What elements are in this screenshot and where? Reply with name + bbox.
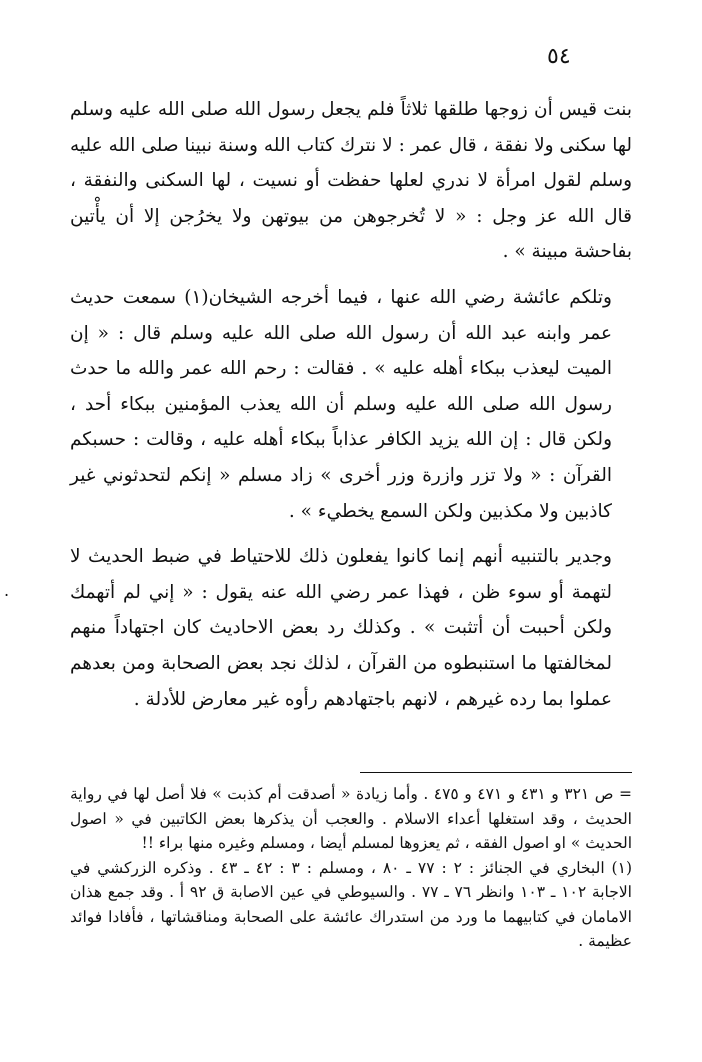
footnote: = ص ٣٢١ و ٤٣١ و ٤٧١ و ٤٧٥ . وأما زيادة « أصدقت أم كذبت » فلا أصل لها في رواية الحديث ، وقد استغلها أعداء الاسلام . والعجب أن يذكرها بعض الكاتبين في « اصول الحديث » او اصول الفقه ، ثم يعزوها لمسلم أيضا ، ومسلم وغيره منها براء !! xyxy=(70,785,632,852)
paragraph: وتلكم عائشة رضي الله عنها ، فيما أخرجه الشيخان(١) سمعت حديث عمر وابنه عبد الله أن رسول الله صلى الله عليه وسلم قال : « إن الميت ليعذب ببكاء أهله عليه » . فقالت : رحم الله عمر والله ما حدث رسول الله صلى الله عليه وسلم أن الله يعذب المؤمنين ببكاء أحد ، ولكن قال : إن الله يزيد الكافر عذاباً ببكاء أهله عليه ، وقالت : حسبكم القرآن : « ولا تزر وازرة وزر أخرى » زاد مسلم « إنكم لتحدثوني غير كاذبين ولا مكذبين ولكن السمع يخطيء » . xyxy=(70,286,612,522)
footnotes xyxy=(70,782,632,954)
paragraph: بنت قيس أن زوجها طلقها ثلاثاً فلم يجعل رسول الله صلى الله عليه وسلم لها سكنى ولا نفقة ، قال عمر : لا نترك كتاب الله وسنة نبينا صلى الله عليه وسلم لقول امرأة لا ندري لعلها حفظت أو نسيت ، لها السكنى والنفقة ، قال الله عز وجل : « لا تُخرجوهن من بيوتهن ولا يخرُجن إلا أن يأْتين بفاحشة مبينة » . xyxy=(70,99,632,263)
paragraph: وجدير بالتنبيه أنهم إنما كانوا يفعلون ذلك للاحتياط في ضبط الحديث لا لتهمة أو سوء ظن ، فهذا عمر رضي الله عنه يقول : « إني لم أتهمك ولكن أحببت أن أتثبت » . وكذلك رد بعض الاحاديث كان اجتهاداً منهم لمخالفتها ما استنبطوه من القرآن ، لذلك نجد بعض الصحابة ومن بعدهم عملوا بما رده غيرهم ، لانهم باجتهادهم رأوه غير معارض للأدلة . xyxy=(70,546,612,710)
main-text xyxy=(70,92,632,717)
footnote-separator xyxy=(360,772,632,773)
margin-mark: . xyxy=(4,581,10,600)
footnote: (١) البخاري في الجنائز : ٢ : ٧٧ ـ ٨٠ ، ومسلم : ٣ : ٤٢ ـ ٤٣ . وذكره الزركشي في الاجابة ١٠٢ ـ ١٠٣ وانظر ٧٦ ـ ٧٧ . والسيوطي في عين الاصابة ق ٩٢ أ . وقد جمع هذان الامامان في كتابيهما ما ورد من استدراك عائشة على الصحابة ومناقشاتها ، فأفادا فوائد عظيمة . xyxy=(70,858,632,950)
page-number: ٥٤ xyxy=(547,44,571,69)
